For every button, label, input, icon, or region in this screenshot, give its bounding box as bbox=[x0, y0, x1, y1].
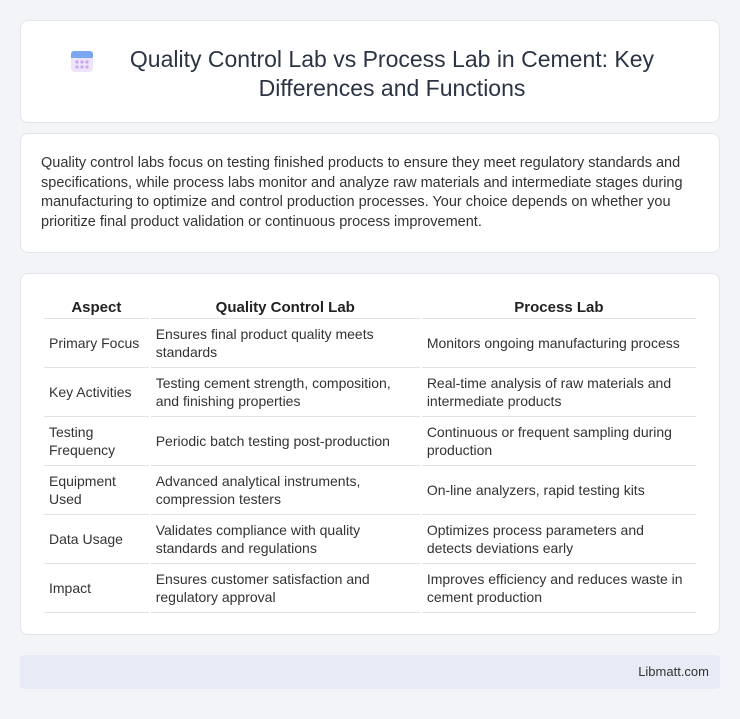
process-lab-cell: Continuous or frequent sampling during production bbox=[422, 417, 696, 466]
table-row bbox=[44, 564, 696, 613]
quality-control-cell: Advanced analytical instruments, compression testers bbox=[151, 466, 420, 515]
process-lab-cell: Real-time analysis of raw materials and intermediate products bbox=[422, 368, 696, 417]
process-lab-cell: Monitors ongoing manufacturing process bbox=[422, 319, 696, 368]
calendar-icon bbox=[68, 47, 96, 75]
quality-control-cell: Periodic batch testing post-production bbox=[151, 417, 420, 466]
comparison-card bbox=[20, 273, 720, 635]
quality-control-cell: Ensures customer satisfaction and regulatory approval bbox=[151, 564, 420, 613]
process-lab-cell: Improves efficiency and reduces waste in cement production bbox=[422, 564, 696, 613]
aspect-cell: Equipment Used bbox=[44, 466, 149, 515]
column-header-aspect: Aspect bbox=[44, 296, 149, 319]
footer-brand-link[interactable]: Libmatt.com bbox=[638, 664, 709, 679]
table-row bbox=[44, 417, 696, 466]
column-header-process-lab: Process Lab bbox=[422, 296, 696, 319]
aspect-cell: Primary Focus bbox=[44, 319, 149, 368]
quality-control-cell: Validates compliance with quality standards and regulations bbox=[151, 515, 420, 564]
table-row bbox=[44, 515, 696, 564]
page-title: Quality Control Lab vs Process Lab in Cement: Key Differences and Functions bbox=[129, 46, 655, 101]
intro-card bbox=[20, 133, 720, 253]
aspect-cell: Testing Frequency bbox=[44, 417, 149, 466]
process-lab-cell: Optimizes process parameters and detects deviations early bbox=[422, 515, 696, 564]
process-lab-cell: On-line analyzers, rapid testing kits bbox=[422, 466, 696, 515]
aspect-cell: Key Activities bbox=[44, 368, 149, 417]
quality-control-cell: Testing cement strength, composition, and finishing properties bbox=[151, 368, 420, 417]
quality-control-cell: Ensures final product quality meets standards bbox=[151, 319, 420, 368]
column-header-quality-control-lab: Quality Control Lab bbox=[151, 296, 420, 319]
title-card bbox=[20, 20, 720, 123]
comparison-table bbox=[42, 296, 698, 613]
aspect-cell: Data Usage bbox=[44, 515, 149, 564]
table-header-row bbox=[44, 296, 696, 319]
table-row bbox=[44, 466, 696, 515]
table-row bbox=[44, 319, 696, 368]
table-row bbox=[44, 368, 696, 417]
footer-bar bbox=[20, 655, 720, 689]
aspect-cell: Impact bbox=[44, 564, 149, 613]
intro-paragraph: Quality control labs focus on testing finished products to ensure they meet regulatory standards and specifications, while process labs monitor and analyze raw materials and intermediate stages during manufacturing to optimize and control production processes. Your choice depends on whether you prioritize final product validation or continuous process improvement. bbox=[41, 155, 683, 230]
